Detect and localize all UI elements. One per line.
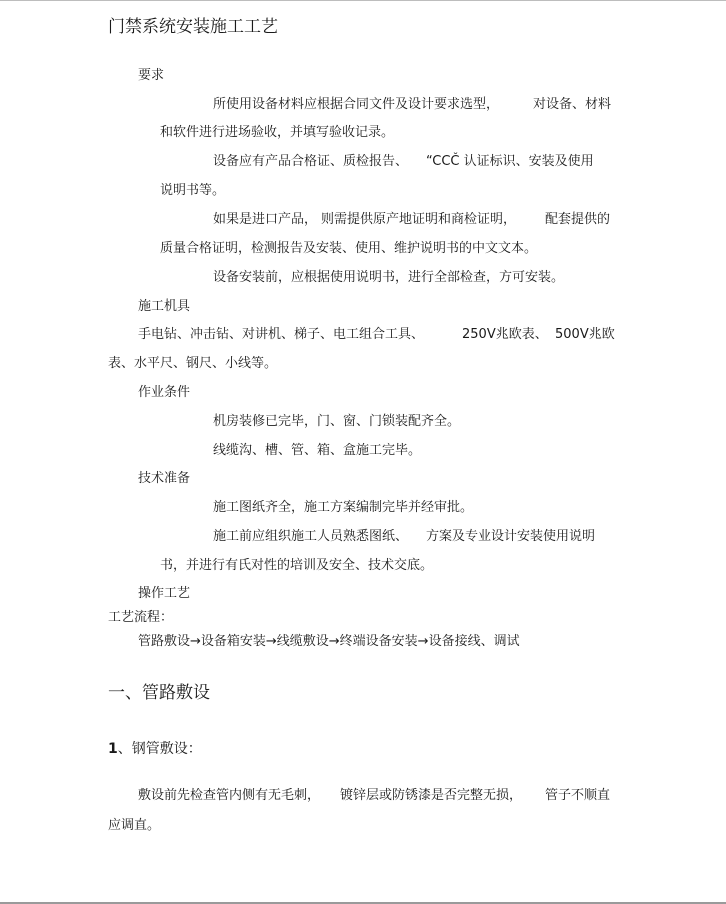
- requirements-p3-line1b: 则需提供原产地证明和商检证明，: [321, 212, 517, 227]
- section-heading-technical-prep: 技术准备: [138, 471, 191, 486]
- requirements-p2-line1b: “CCČ 认证标识、安装及使用: [426, 154, 594, 169]
- requirements-p3-line2: 质量合格证明，检测报告及安装、使用、维护说明书的中文文本。: [160, 241, 538, 256]
- conditions-line2: 线缆沟、槽、管、箱、盒施工完毕。: [213, 443, 422, 458]
- pipe-laying-line2: 应调直。: [108, 818, 161, 833]
- technical-prep-line2a: 施工前应组织施工人员熟悉图纸、: [213, 529, 409, 544]
- page-top-rule: [0, 0, 726, 1]
- tools-line1b: 250V兆欧表、: [462, 327, 548, 342]
- technical-prep-line2b: 方案及专业设计安装使用说明: [426, 529, 596, 544]
- subheading-steel-pipe: [108, 740, 202, 758]
- subheading-number: 1: [108, 741, 118, 757]
- subheading-text: 、钢管敷设：: [117, 741, 202, 757]
- requirements-p1-line2: 和软件进行进场验收，并填写验收记录。: [160, 125, 395, 140]
- section-heading-tools: 施工机具: [138, 299, 191, 314]
- requirements-p1-line1b: 对设备、材料: [533, 97, 612, 112]
- technical-prep-line1: 施工图纸齐全，施工方案编制完毕并经审批。: [213, 500, 474, 515]
- requirements-p2-line1: 设备应有产品合格证、质检报告、: [213, 154, 409, 169]
- requirements-p1-line1: 所使用设备材料应根据合同文件及设计要求选型，: [213, 97, 500, 112]
- pipe-laying-line1c: 管子不顺直: [545, 788, 611, 803]
- conditions-line1: 机房装修已完毕，门、窗、门锁装配齐全。: [213, 414, 461, 429]
- requirements-p3-line1c: 配套提供的: [545, 212, 611, 227]
- pipe-laying-line1a: 敷设前先检查管内侧有无毛刺，: [138, 788, 321, 803]
- section-heading-conditions: 作业条件: [138, 385, 191, 400]
- tools-line1a: 手电钻、冲击钻、对讲机、梯子、电工组合工具、: [138, 327, 425, 342]
- heading-pipe-laying: 一、管路敷设: [108, 683, 210, 703]
- section-heading-process: 操作工艺: [138, 586, 191, 601]
- process-flow: 管路敷设→设备箱安装→线缆敷设→终端设备安装→设备接线、调试: [138, 634, 520, 649]
- requirements-p4-line1: 设备安装前，应根据使用说明书，进行全部检查，方可安装。: [213, 270, 565, 285]
- section-heading-requirements: 要求: [138, 68, 165, 83]
- requirements-p3-line1: 如果是进口产品，: [213, 212, 318, 227]
- requirements-p2-line2: 说明书等。: [160, 183, 226, 198]
- process-flow-label: 工艺流程：: [108, 610, 174, 625]
- tools-line1c: 500V兆欧: [555, 327, 615, 342]
- technical-prep-line3: 书，并进行有氏对性的培训及安全、技术交底。: [160, 558, 434, 573]
- pipe-laying-line1b: 镀锌层或防锈漆是否完整无损，: [340, 788, 523, 803]
- tools-line2: 表、水平尺、钢尺、小线等。: [108, 356, 278, 371]
- document-title: 门禁系统安装施工工艺: [108, 17, 278, 37]
